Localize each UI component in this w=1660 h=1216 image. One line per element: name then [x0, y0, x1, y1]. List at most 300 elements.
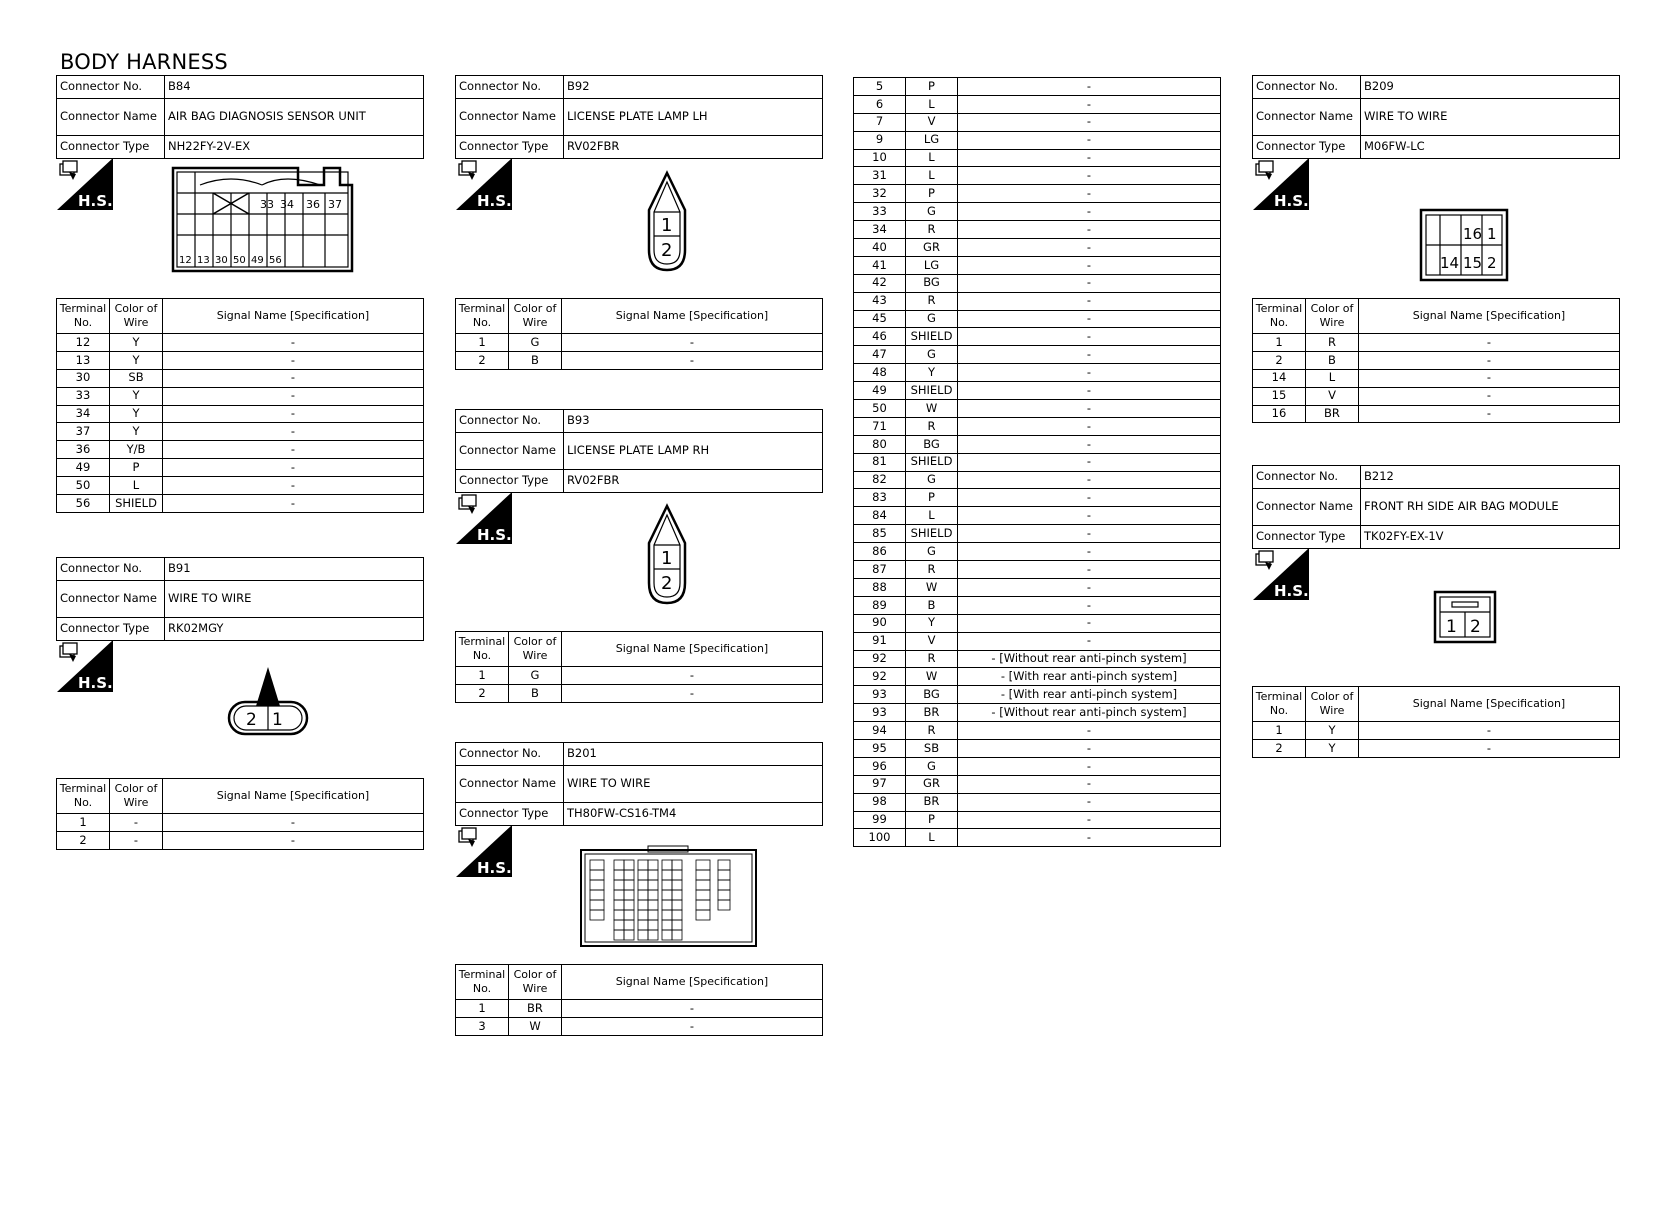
- table-row: [854, 453, 1221, 471]
- cavity: [696, 890, 710, 900]
- signal-name-cell: -: [958, 757, 1221, 775]
- terminal-no-cell: 34: [854, 221, 906, 239]
- connector-name-label: Connector Name: [1253, 99, 1361, 136]
- pin-table-b84: [56, 298, 424, 513]
- pin-label: 1: [272, 710, 283, 730]
- cavity: [614, 920, 624, 930]
- terminal-no-cell: 2: [456, 684, 509, 702]
- connector-name-label: Connector Name: [1253, 489, 1361, 526]
- wire-color-cell: P: [906, 78, 958, 96]
- signal-name-cell: -: [1359, 722, 1620, 740]
- connector-info-b212: [1252, 465, 1620, 549]
- terminal-no-cell: 91: [854, 632, 906, 650]
- signal-name-cell: -: [562, 684, 823, 702]
- cavity: [624, 880, 634, 890]
- pin-label: 14: [1440, 254, 1460, 272]
- hs-label: H.S.: [78, 674, 113, 692]
- harness-side-icon: [456, 492, 512, 544]
- signal-name-cell: -: [1359, 369, 1620, 387]
- connector-name-value: WIRE TO WIRE: [564, 766, 823, 803]
- signal-name-cell: -: [163, 405, 424, 423]
- table-row: [854, 435, 1221, 453]
- table-row: [854, 113, 1221, 131]
- terminal-no-cell: 96: [854, 757, 906, 775]
- wire-color-cell: W: [509, 1017, 562, 1035]
- wire-color-cell: B: [1306, 351, 1359, 369]
- signal-name-cell: -: [562, 334, 823, 352]
- connector-diagram-b92: [645, 170, 689, 274]
- color-of-wire-header: Color of Wire: [509, 299, 562, 334]
- table-row: [1253, 369, 1620, 387]
- hs-label: H.S.: [477, 192, 512, 210]
- table-row: [854, 489, 1221, 507]
- connector-name-value: LICENSE PLATE LAMP RH: [564, 433, 823, 470]
- signal-name-cell: -: [958, 113, 1221, 131]
- connector-no-label: Connector No.: [57, 558, 165, 581]
- cavity: [672, 890, 682, 900]
- pin-label: 49: [251, 255, 264, 266]
- pin-table-b92: [455, 298, 823, 370]
- wire-color-cell: Y: [110, 387, 163, 405]
- connector-no-value: B91: [165, 558, 424, 581]
- wire-color-cell: B: [906, 596, 958, 614]
- connector-name-value: WIRE TO WIRE: [1361, 99, 1620, 136]
- wire-color-cell: Y: [906, 364, 958, 382]
- cavity: [718, 870, 730, 880]
- cavity: [638, 930, 648, 940]
- harness-side-icon: [57, 640, 113, 692]
- table-row: [854, 364, 1221, 382]
- table-row: [854, 221, 1221, 239]
- cavity: [648, 910, 658, 920]
- wire-color-cell: -: [110, 831, 163, 849]
- table-row: [854, 346, 1221, 364]
- cavity: [638, 900, 648, 910]
- wire-color-cell: BR: [1306, 405, 1359, 423]
- table-row: [1253, 722, 1620, 740]
- terminal-no-cell: 84: [854, 507, 906, 525]
- signal-name-cell: -: [1359, 334, 1620, 352]
- wire-color-cell: G: [906, 346, 958, 364]
- terminal-no-cell: 16: [1253, 405, 1306, 423]
- wire-color-cell: L: [906, 829, 958, 847]
- table-row: [456, 684, 823, 702]
- signal-name-cell: -: [562, 351, 823, 369]
- wire-color-cell: P: [906, 489, 958, 507]
- signal-name-cell: -: [958, 382, 1221, 400]
- cavity: [672, 860, 682, 870]
- wire-color-cell: BR: [906, 793, 958, 811]
- terminal-no-cell: 56: [57, 495, 110, 513]
- cavity: [696, 900, 710, 910]
- signal-name-cell: - [With rear anti-pinch system]: [958, 686, 1221, 704]
- pin-label: 56: [269, 255, 282, 266]
- wire-color-cell: Y: [110, 405, 163, 423]
- color-of-wire-header: Color of Wire: [110, 779, 163, 814]
- signal-name-cell: -: [163, 369, 424, 387]
- pin-label: 33: [260, 198, 274, 211]
- cavity: [638, 880, 648, 890]
- cavity: [662, 930, 672, 940]
- connector-name-value: FRONT RH SIDE AIR BAG MODULE: [1361, 489, 1620, 526]
- cavity: [648, 880, 658, 890]
- cavity: [638, 870, 648, 880]
- table-row: [456, 667, 823, 685]
- table-row: [854, 471, 1221, 489]
- terminal-no-cell: 2: [456, 351, 509, 369]
- table-row: [854, 417, 1221, 435]
- wire-color-cell: Y: [906, 614, 958, 632]
- terminal-no-cell: 1: [57, 814, 110, 832]
- terminal-no-header: Terminal No.: [57, 299, 110, 334]
- terminal-no-cell: 86: [854, 543, 906, 561]
- signal-name-cell: -: [958, 328, 1221, 346]
- cavity: [624, 890, 634, 900]
- page-title: BODY HARNESS: [60, 50, 228, 74]
- cavity: [662, 860, 672, 870]
- table-row: [456, 1017, 823, 1035]
- connector-info-b91: [56, 557, 424, 641]
- wire-color-cell: G: [906, 757, 958, 775]
- connector-type-value: RV02FBR: [564, 136, 823, 159]
- pin-table-b201: [455, 964, 823, 1036]
- cavity: [614, 900, 624, 910]
- pin-label: 1: [1446, 617, 1457, 637]
- cavity: [590, 880, 604, 890]
- cavity: [672, 920, 682, 930]
- table-row: [854, 274, 1221, 292]
- cavity: [590, 870, 604, 880]
- signal-name-header: Signal Name [Specification]: [1359, 687, 1620, 722]
- cavity: [614, 860, 624, 870]
- terminal-no-header: Terminal No.: [1253, 299, 1306, 334]
- connector-type-value: M06FW-LC: [1361, 136, 1620, 159]
- wire-color-cell: SHIELD: [906, 525, 958, 543]
- wire-color-cell: BG: [906, 686, 958, 704]
- pin-label: 1: [661, 215, 673, 236]
- connector-diagram-b209: [1418, 207, 1510, 283]
- table-row: [854, 525, 1221, 543]
- pin-table-b93: [455, 631, 823, 703]
- cavity: [590, 910, 604, 920]
- terminal-no-cell: 98: [854, 793, 906, 811]
- cavity: [614, 880, 624, 890]
- terminal-no-cell: 43: [854, 292, 906, 310]
- connector-name-value: AIR BAG DIAGNOSIS SENSOR UNIT: [165, 99, 424, 136]
- wire-color-cell: Y: [110, 423, 163, 441]
- terminal-no-cell: 46: [854, 328, 906, 346]
- signal-name-header: Signal Name [Specification]: [1359, 299, 1620, 334]
- connector-no-value: B201: [564, 743, 823, 766]
- cavity: [624, 930, 634, 940]
- connector-name-label: Connector Name: [456, 99, 564, 136]
- pin-label: 2: [1487, 254, 1497, 272]
- connector-no-value: B93: [564, 410, 823, 433]
- pin-label: 50: [233, 255, 246, 266]
- harness-side-icon: [456, 825, 512, 877]
- terminal-no-cell: 1: [1253, 334, 1306, 352]
- signal-name-cell: -: [958, 346, 1221, 364]
- cavity: [672, 900, 682, 910]
- terminal-no-cell: 40: [854, 239, 906, 257]
- table-row: [854, 328, 1221, 346]
- table-row: [1253, 334, 1620, 352]
- signal-name-cell: -: [958, 722, 1221, 740]
- table-row: [57, 351, 424, 369]
- wire-color-cell: R: [906, 292, 958, 310]
- terminal-no-cell: 14: [1253, 369, 1306, 387]
- table-row: [854, 507, 1221, 525]
- terminal-no-cell: 94: [854, 722, 906, 740]
- terminal-no-cell: 95: [854, 739, 906, 757]
- connector-type-label: Connector Type: [1253, 136, 1361, 159]
- wire-color-cell: W: [906, 400, 958, 418]
- signal-name-cell: -: [163, 477, 424, 495]
- wire-color-cell: GR: [906, 775, 958, 793]
- connector-no-label: Connector No.: [456, 410, 564, 433]
- signal-name-cell: -: [958, 543, 1221, 561]
- signal-name-cell: -: [958, 811, 1221, 829]
- cavity: [614, 910, 624, 920]
- signal-name-cell: -: [958, 292, 1221, 310]
- connector-no-label: Connector No.: [1253, 466, 1361, 489]
- cavity: [672, 910, 682, 920]
- wire-color-cell: SB: [906, 739, 958, 757]
- signal-name-header: Signal Name [Specification]: [163, 299, 424, 334]
- cavity: [662, 870, 672, 880]
- cavity: [590, 900, 604, 910]
- table-row: [854, 543, 1221, 561]
- wire-color-cell: P: [110, 459, 163, 477]
- signal-name-cell: -: [958, 632, 1221, 650]
- pin-table-b212: [1252, 686, 1620, 758]
- wire-color-cell: R: [906, 417, 958, 435]
- wire-color-cell: BR: [906, 704, 958, 722]
- wire-color-cell: V: [906, 632, 958, 650]
- terminal-no-cell: 2: [1253, 739, 1306, 757]
- wire-color-cell: Y: [1306, 739, 1359, 757]
- terminal-no-cell: 93: [854, 704, 906, 722]
- color-of-wire-header: Color of Wire: [509, 632, 562, 667]
- cavity: [638, 920, 648, 930]
- wire-color-cell: G: [906, 203, 958, 221]
- signal-name-header: Signal Name [Specification]: [562, 965, 823, 1000]
- terminal-no-cell: 6: [854, 95, 906, 113]
- wire-color-cell: R: [906, 650, 958, 668]
- signal-name-header: Signal Name [Specification]: [562, 632, 823, 667]
- terminal-no-cell: 1: [456, 1000, 509, 1018]
- cavity: [718, 890, 730, 900]
- signal-name-cell: -: [958, 525, 1221, 543]
- pin-table-b201-continued: [853, 77, 1221, 847]
- connector-type-label: Connector Type: [57, 136, 165, 159]
- cavity: [648, 930, 658, 940]
- signal-name-cell: -: [958, 400, 1221, 418]
- wire-color-cell: V: [1306, 387, 1359, 405]
- signal-name-cell: -: [163, 334, 424, 352]
- wire-color-cell: -: [110, 814, 163, 832]
- pin-label: 34: [280, 198, 294, 211]
- connector-type-label: Connector Type: [456, 136, 564, 159]
- hs-label: H.S.: [477, 526, 512, 544]
- color-of-wire-header: Color of Wire: [110, 299, 163, 334]
- wire-color-cell: Y/B: [110, 441, 163, 459]
- terminal-no-cell: 37: [57, 423, 110, 441]
- cavity: [648, 870, 658, 880]
- signal-name-cell: -: [163, 495, 424, 513]
- table-row: [456, 334, 823, 352]
- terminal-no-cell: 85: [854, 525, 906, 543]
- signal-name-cell: -: [958, 596, 1221, 614]
- cavity: [696, 860, 710, 870]
- cavity: [662, 910, 672, 920]
- signal-name-cell: -: [958, 471, 1221, 489]
- connector-type-value: TH80FW-CS16-TM4: [564, 803, 823, 826]
- wire-color-cell: BR: [509, 1000, 562, 1018]
- terminal-no-cell: 13: [57, 351, 110, 369]
- signal-name-cell: -: [163, 814, 424, 832]
- signal-name-cell: -: [163, 351, 424, 369]
- wire-color-cell: R: [1306, 334, 1359, 352]
- cavity: [638, 890, 648, 900]
- wire-color-cell: P: [906, 811, 958, 829]
- table-row: [57, 387, 424, 405]
- wire-color-cell: R: [906, 722, 958, 740]
- signal-name-cell: -: [562, 1000, 823, 1018]
- terminal-no-cell: 30: [57, 369, 110, 387]
- table-row: [854, 382, 1221, 400]
- wire-color-cell: SHIELD: [906, 382, 958, 400]
- cavity: [718, 860, 730, 870]
- terminal-no-header: Terminal No.: [57, 779, 110, 814]
- terminal-no-cell: 50: [854, 400, 906, 418]
- signal-name-cell: -: [1359, 351, 1620, 369]
- terminal-no-cell: 42: [854, 274, 906, 292]
- terminal-no-cell: 81: [854, 453, 906, 471]
- cavity: [672, 930, 682, 940]
- terminal-no-cell: 31: [854, 167, 906, 185]
- connector-info-b92: [455, 75, 823, 159]
- signal-name-cell: -: [958, 185, 1221, 203]
- wire-color-cell: W: [906, 578, 958, 596]
- terminal-no-cell: 80: [854, 435, 906, 453]
- wire-color-cell: G: [906, 471, 958, 489]
- wire-color-cell: L: [906, 167, 958, 185]
- signal-name-cell: - [Without rear anti-pinch system]: [958, 704, 1221, 722]
- table-row: [854, 650, 1221, 668]
- cavity: [648, 890, 658, 900]
- table-row: [854, 686, 1221, 704]
- signal-name-cell: -: [958, 239, 1221, 257]
- table-row: [57, 423, 424, 441]
- connector-name-value: LICENSE PLATE LAMP LH: [564, 99, 823, 136]
- terminal-no-cell: 83: [854, 489, 906, 507]
- pin-label: 36: [306, 198, 320, 211]
- signal-name-cell: -: [958, 793, 1221, 811]
- terminal-no-cell: 41: [854, 256, 906, 274]
- cavity: [662, 890, 672, 900]
- connector-diagram-b212: [1432, 589, 1498, 645]
- table-row: [57, 369, 424, 387]
- terminal-no-cell: 10: [854, 149, 906, 167]
- hs-label: H.S.: [1274, 192, 1309, 210]
- table-row: [854, 292, 1221, 310]
- connector-type-label: Connector Type: [456, 470, 564, 493]
- cavity: [624, 920, 634, 930]
- connector-diagram-b91: [226, 664, 312, 740]
- wire-color-cell: Y: [1306, 722, 1359, 740]
- terminal-no-cell: 5: [854, 78, 906, 96]
- wire-color-cell: BG: [906, 435, 958, 453]
- terminal-no-cell: 1: [456, 667, 509, 685]
- signal-name-cell: -: [958, 95, 1221, 113]
- wire-color-cell: G: [906, 310, 958, 328]
- terminal-no-cell: 97: [854, 775, 906, 793]
- color-of-wire-header: Color of Wire: [509, 965, 562, 1000]
- pin-label: 1: [661, 548, 673, 569]
- signal-name-cell: -: [958, 489, 1221, 507]
- connector-diagram-b93: [645, 503, 689, 607]
- table-row: [854, 614, 1221, 632]
- terminal-no-cell: 93: [854, 686, 906, 704]
- signal-name-cell: -: [562, 667, 823, 685]
- cavity: [672, 870, 682, 880]
- cavity: [696, 880, 710, 890]
- hs-label: H.S.: [78, 192, 113, 210]
- signal-name-cell: -: [958, 739, 1221, 757]
- table-row: [1253, 405, 1620, 423]
- connector-no-label: Connector No.: [456, 743, 564, 766]
- table-row: [854, 578, 1221, 596]
- wire-color-cell: GR: [906, 239, 958, 257]
- table-row: [854, 203, 1221, 221]
- cavity: [614, 890, 624, 900]
- connector-type-label: Connector Type: [1253, 526, 1361, 549]
- cavity: [718, 900, 730, 910]
- wire-color-cell: L: [906, 95, 958, 113]
- connector-type-label: Connector Type: [57, 618, 165, 641]
- terminal-no-cell: 90: [854, 614, 906, 632]
- table-row: [854, 739, 1221, 757]
- harness-side-icon: [57, 158, 113, 210]
- cavity: [638, 860, 648, 870]
- terminal-no-cell: 87: [854, 561, 906, 579]
- cavity: [662, 880, 672, 890]
- connector-no-label: Connector No.: [57, 76, 165, 99]
- signal-name-header: Signal Name [Specification]: [562, 299, 823, 334]
- connector-info-b93: [455, 409, 823, 493]
- signal-name-cell: -: [1359, 405, 1620, 423]
- table-row: [1253, 351, 1620, 369]
- cavity: [590, 860, 604, 870]
- table-row: [57, 441, 424, 459]
- wire-color-cell: R: [906, 221, 958, 239]
- terminal-no-header: Terminal No.: [456, 965, 509, 1000]
- wire-color-cell: P: [906, 185, 958, 203]
- terminal-no-cell: 71: [854, 417, 906, 435]
- signal-name-cell: -: [163, 387, 424, 405]
- terminal-no-cell: 88: [854, 578, 906, 596]
- connector-name-value: WIRE TO WIRE: [165, 581, 424, 618]
- connector-info-b84: [56, 75, 424, 159]
- connector-no-value: B92: [564, 76, 823, 99]
- signal-name-cell: -: [958, 256, 1221, 274]
- terminal-no-cell: 9: [854, 131, 906, 149]
- connector-diagram-b201: [578, 844, 760, 952]
- wire-color-cell: LG: [906, 131, 958, 149]
- connector-name-label: Connector Name: [456, 766, 564, 803]
- table-row: [854, 668, 1221, 686]
